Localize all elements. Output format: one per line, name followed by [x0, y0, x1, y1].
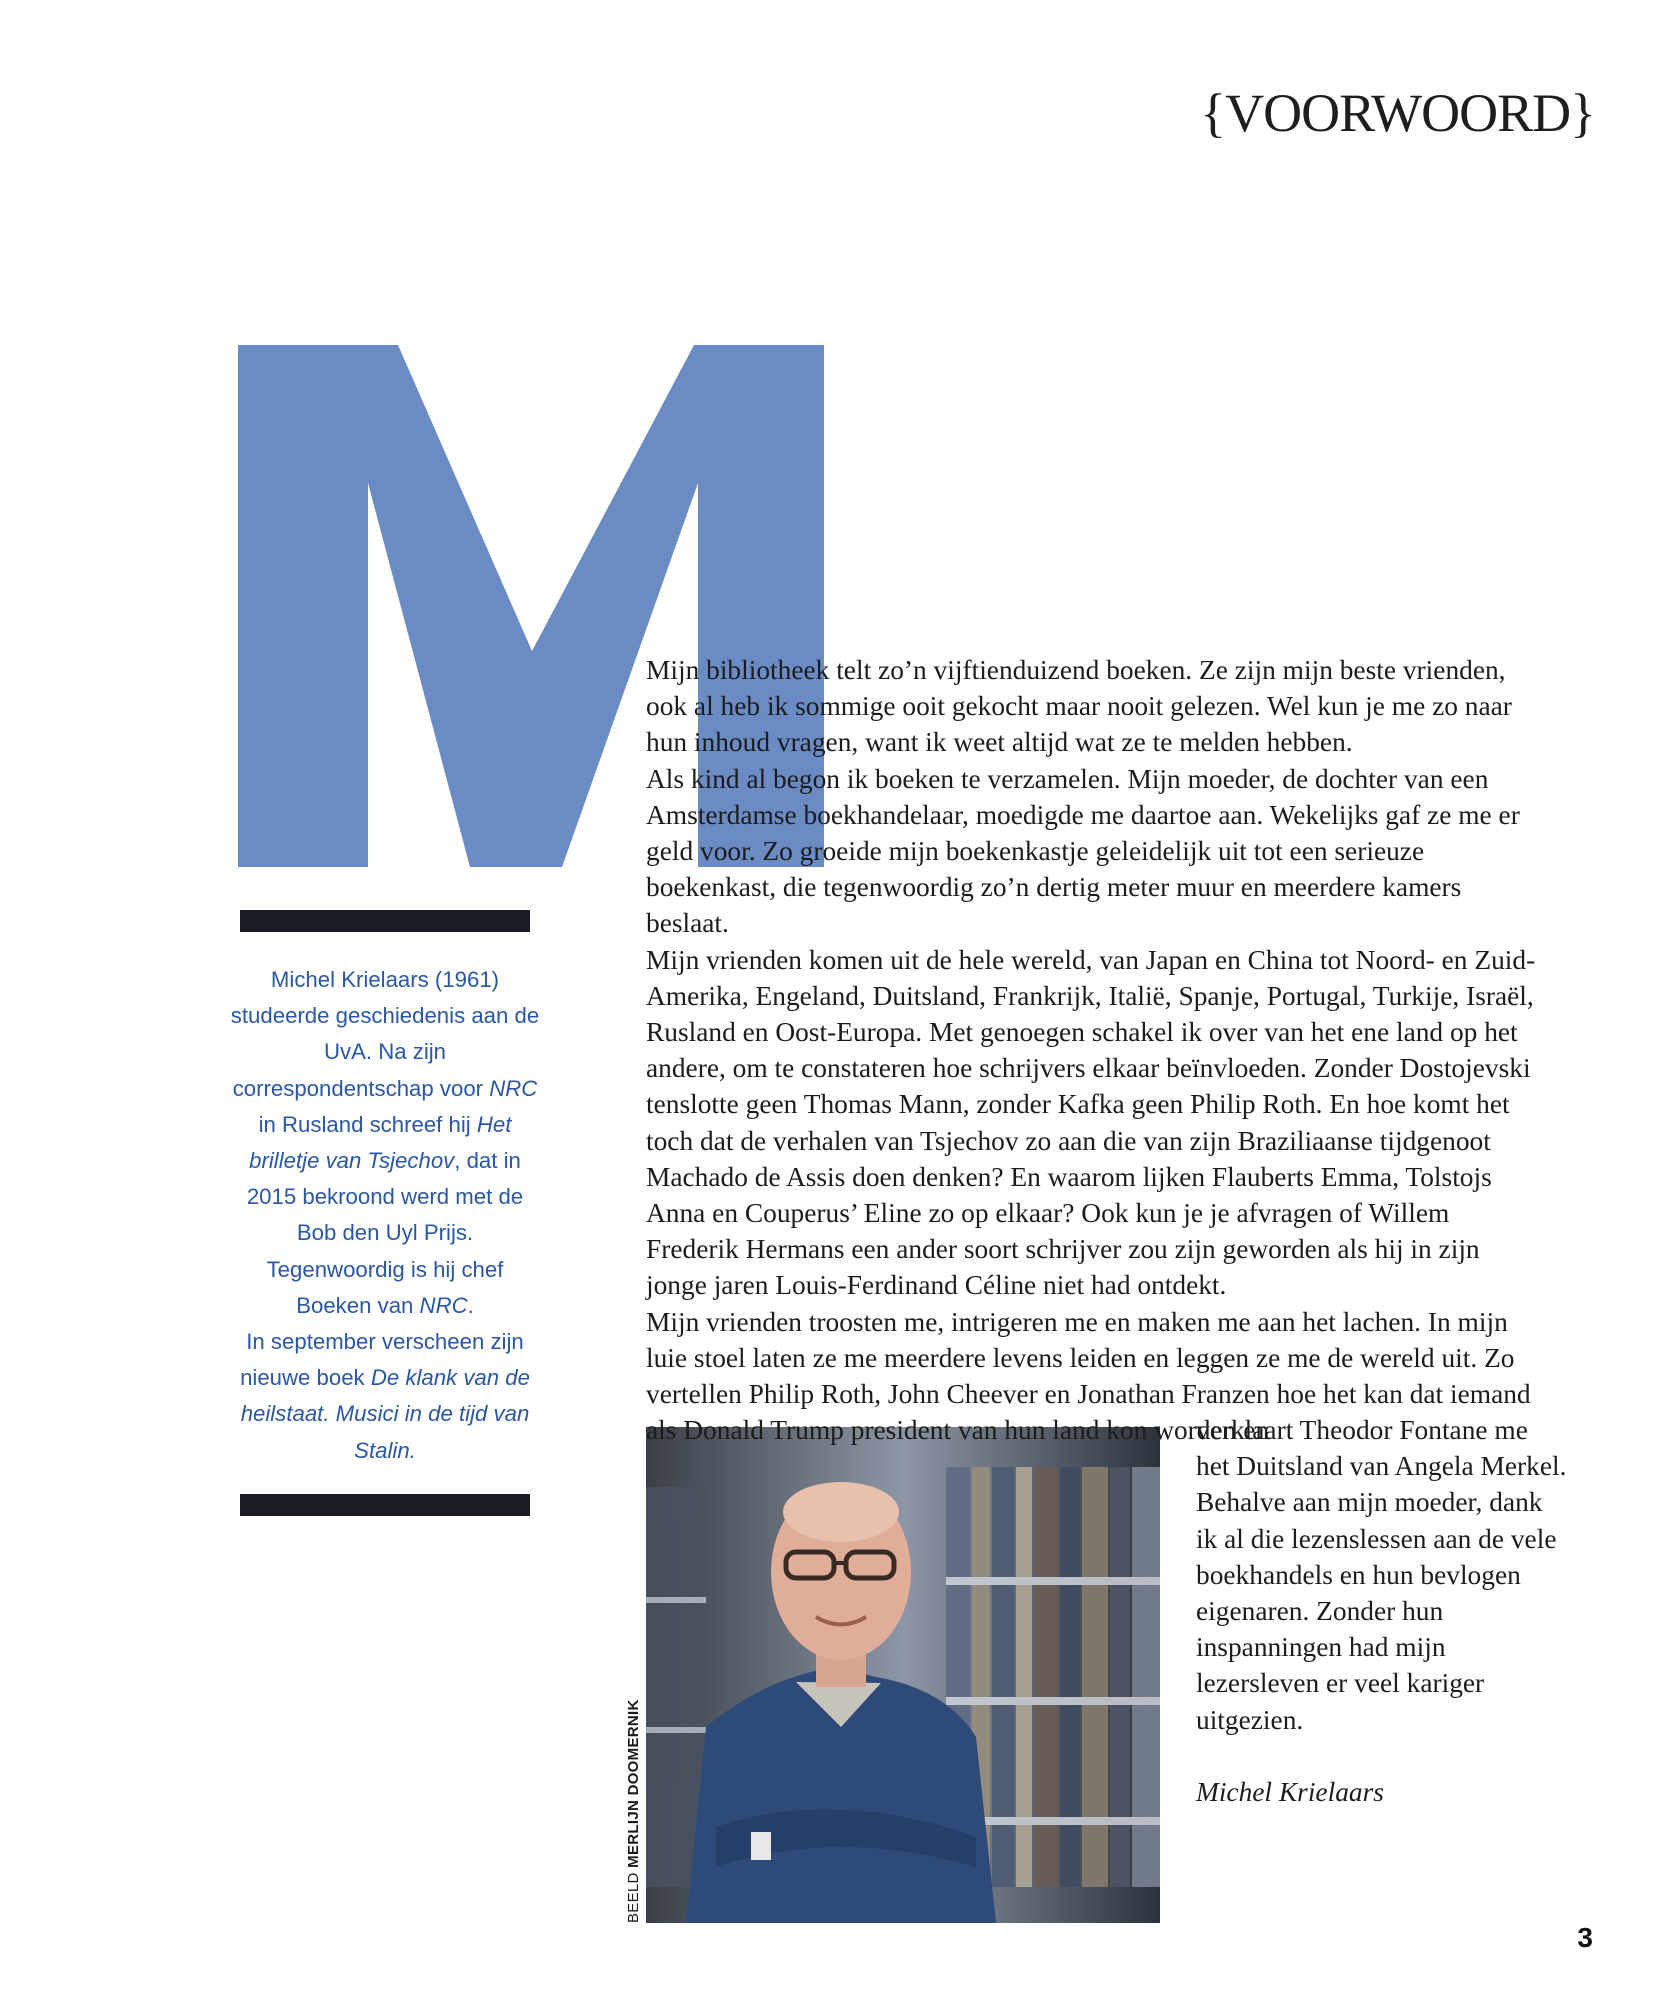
body-paragraph-1: Mijn bibliotheek telt zo’n vijftienduizend boeken. Ze zijn mijn beste vrienden, ook al heb ik sommige ooit gekocht maar nooit gelezen. Wel kun je me zo naar hun inhoud vragen, want ik weet altijd wat ze te melden hebben. [646, 655, 1512, 758]
photo-credit [625, 1699, 642, 1923]
bio-text-1: Michel Krielaars (1961) studeerde geschiedenis aan de UvA. Na zijn correspondentschap voor [230, 967, 540, 1101]
page-number: 3 [1577, 1922, 1593, 1953]
body-wrap-paragraph-1: verklaart Theodor Fontane me het Duitsland van Angela Merkel. [1196, 1415, 1567, 1482]
bio-book-1: Het brilletje van Tsjechov [249, 1111, 512, 1174]
author-photo [646, 1427, 1160, 1923]
photo-credit-prefix: BEELD [625, 1872, 642, 1923]
dropcap-continuation: M [646, 655, 671, 685]
signature: Michel Krielaars [1196, 1776, 1384, 1807]
body-paragraph-2: Als kind al begon ik boeken te verzamelen. Mijn moeder, de dochter van een Amsterdamse boekhandelaar, moedigde me daartoe aan. Wekelijks gaf ze me er geld voor. Zo groeide mijn boekenkastje geleidelijk uit tot een serieuze boekenkast, die tegenwoordig zo’n dertig meter muur en meerdere kamers beslaat. [646, 763, 1520, 939]
bio-text-4: . [467, 1292, 474, 1318]
bio-nrc-2: NRC [419, 1292, 468, 1318]
section-title: {VOORWOORD} [1200, 83, 1595, 143]
bio-nrc-1: NRC [489, 1075, 538, 1101]
bio-text-2: in Rusland schreef hij [258, 1111, 477, 1137]
article-body [646, 652, 1546, 1448]
bio-text-5: In september verscheen zijn nieuwe boek [240, 1329, 524, 1391]
bio-top-rule [240, 910, 530, 932]
body-paragraph-3: Mijn vrienden komen uit de hele wereld, van Japan en China tot Noord- en Zuid-Amerika, Engeland, Duitsland, Frankrijk, Italië, Spanje, Portugal, Turkije, Israël, Rusland en Oost-Europa. Met genoegen schakel ik over van het ene land op het andere, om te constateren hoe schrijvers elkaar beïnvloeden. Zonder Dostojevski tenslotte geen Thomas Mann, zonder Kafka geen Philip Roth. En hoe komt het toch dat de verhalen van Tsjechov zo aan die van zijn Braziliaanse tijdgenoot Machado de Assis doen denken? En waarom lijken Flauberts Emma, Tolstojs Anna en Couperus’ Eline zo op elkaar? Ook kun je je afvragen of Willem Frederik Hermans een ander soort schrijver zou zijn geworden als hij in zijn jonge jaren Louis-Ferdinand Céline niet had ontdekt. [646, 944, 1536, 1301]
author-bio [230, 962, 540, 1469]
body-paragraph-4: Mijn vrienden troosten me, intrigeren me en maken me aan het lachen. In mijn luie stoel laten ze me meerdere levens leiden en leggen ze me de wereld uit. Zo vertellen Philip Roth, John Cheever en Jonathan Franzen hoe het kan dat iemand als Donald Trump president van hun land kon worden en [646, 1306, 1531, 1446]
body-wrap-paragraph-2: Behalve aan mijn moeder, dank ik al die lezenslessen aan de vele boekhandels en hun bevlogen eigenaren. Zonder hun inspanningen had mijn lezersleven er veel kariger uitgezien. [1196, 1487, 1557, 1735]
bio-text-3: , dat in 2015 bekroond werd met de Bob den Uyl Prijs. Tegenwoordig is hij chef Boeken van [246, 1148, 524, 1318]
article-body-wrap [1196, 1412, 1568, 1810]
bio-book-2: De klank van de heilstaat. Musici in de tijd van Stalin. [240, 1365, 530, 1463]
photo-credit-name: MERLIJN DOOMERNIK [625, 1699, 642, 1868]
bio-bottom-rule [240, 1494, 530, 1516]
